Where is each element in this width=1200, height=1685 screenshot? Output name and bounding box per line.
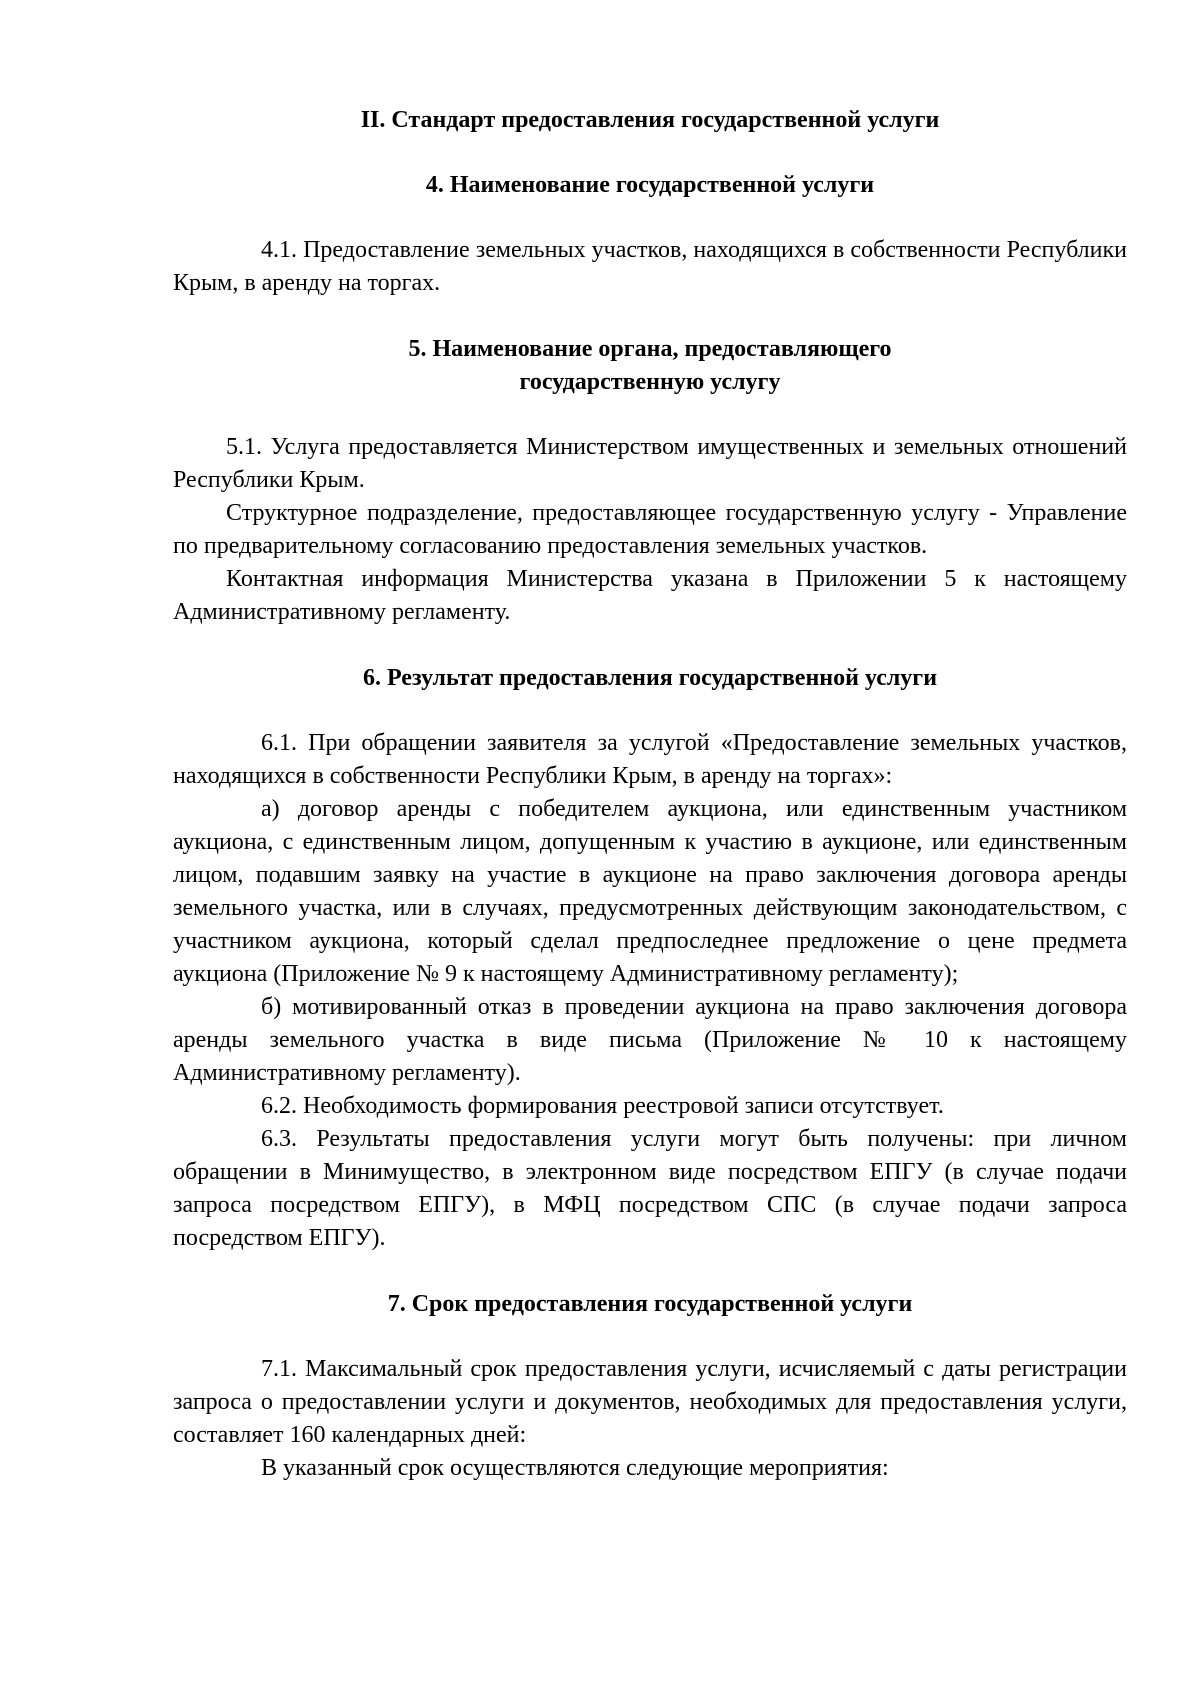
- heading-4: 4. Наименование государственной услуги: [425, 172, 875, 198]
- paragraph-7-1: 7.1. Максимальный срок предоставления услуги, исчисляемый с даты регистрации запроса о предоставлении услуги и документов, необходимых для предоставления услуги, составляет 160 календарных дней:: [173, 1356, 1127, 1448]
- paragraph-6-3: 6.3. Результаты предоставления услуги могут быть получены: при личном обращении в Минимущество, в электронном виде посредством ЕПГУ (в случае подачи запроса посредством ЕПГУ), в МФЦ посредством СПС (в случае подачи запроса посредством ЕПГУ).: [173, 1126, 1127, 1251]
- heading-5-line-2: государственную услугу: [519, 369, 781, 395]
- heading-5: [173, 333, 1127, 399]
- paragraph-6-1-a: а) договор аренды с победителем аукциона, или единственным участником аукциона, с единственным лицом, допущенным к участию в аукционе, или единственным лицом, подавшим заявку на участие в аукционе на право заключения договора аренды земельного участка, или в случаях, предусмотренных действующим законодательством, с участником аукциона, который сделал предпоследнее предложение о цене предмета аукциона (Приложение № 9 к настоящему Административному регламенту);: [173, 796, 1127, 987]
- paragraph-5-structural-unit: Структурное подразделение, предоставляющее государственную услугу - Управление по предварительному согласованию предоставления земельных участков.: [173, 500, 1127, 559]
- heading-7: 7. Срок предоставления государственной услуги: [387, 1291, 913, 1317]
- paragraph-6-1: 6.1. При обращении заявителя за услугой «Предоставление земельных участков, находящихся в собственности Республики Крым, в аренду на торгах»:: [173, 730, 1127, 789]
- paragraph-6-1-b: б) мотивированный отказ в проведении аукциона на право заключения договора аренды земельного участка в виде письма (Приложение № 10 к настоящему Административному регламенту).: [173, 994, 1127, 1086]
- paragraph-5-1: 5.1. Услуга предоставляется Министерством имущественных и земельных отношений Республики Крым.: [173, 434, 1127, 493]
- document-body: [173, 104, 1127, 1485]
- paragraph-7-measures: В указанный срок осуществляются следующие мероприятия:: [261, 1455, 889, 1481]
- section-title: II. Стандарт предоставления государственной услуги: [360, 107, 940, 133]
- paragraph-5-contact-info: Контактная информация Министерства указана в Приложении 5 к настоящему Административному регламенту.: [173, 566, 1127, 625]
- paragraph-4-1: 4.1. Предоставление земельных участков, находящихся в собственности Республики Крым, в аренду на торгах.: [173, 237, 1127, 296]
- heading-6: 6. Результат предоставления государственной услуги: [362, 665, 938, 691]
- heading-5-line-1: 5. Наименование органа, предоставляющего: [408, 336, 892, 362]
- paragraph-6-2: 6.2. Необходимость формирования реестровой записи отсутствует.: [261, 1093, 944, 1119]
